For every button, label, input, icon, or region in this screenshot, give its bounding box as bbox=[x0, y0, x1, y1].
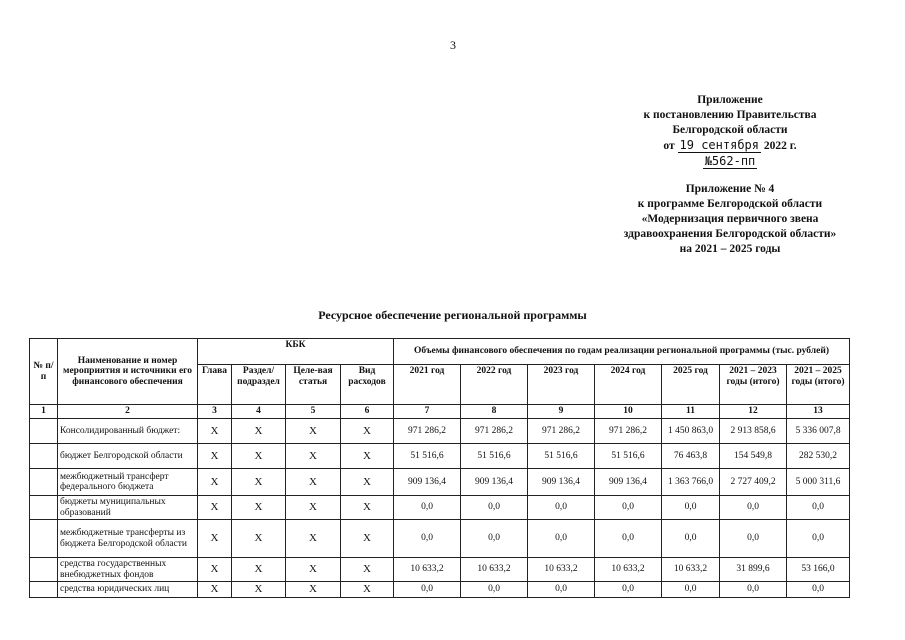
cell-y2025: 0,0 bbox=[662, 496, 720, 520]
appendix-line: Белгородской области bbox=[672, 124, 788, 136]
cell-t2125: 0,0 bbox=[787, 496, 850, 520]
cell-t2123: 0,0 bbox=[720, 582, 787, 598]
cell-vid: Х bbox=[341, 558, 394, 582]
cell-y2024: 909 136,4 bbox=[595, 469, 662, 496]
appendix-line: на 2021 – 2025 годы bbox=[679, 243, 781, 255]
cell-y2021: 0,0 bbox=[394, 496, 461, 520]
column-number: 12 bbox=[720, 405, 787, 419]
cell-y2023: 10 633,2 bbox=[528, 558, 595, 582]
cell-y2022: 0,0 bbox=[461, 582, 528, 598]
cell-razdel: Х bbox=[232, 469, 286, 496]
cell-y2023: 0,0 bbox=[528, 496, 595, 520]
cell-y2025: 1 363 766,0 bbox=[662, 469, 720, 496]
cell-vid: Х bbox=[341, 419, 394, 444]
cell-y2025: 1 450 863,0 bbox=[662, 419, 720, 444]
column-number: 6 bbox=[341, 405, 394, 419]
cell-t2125: 0,0 bbox=[787, 582, 850, 598]
cell-y2021: 0,0 bbox=[394, 582, 461, 598]
resource-table bbox=[29, 338, 850, 598]
appendix-line: к постановлению Правительства bbox=[643, 109, 817, 121]
cell-cel: Х bbox=[286, 444, 341, 469]
cell-razdel: Х bbox=[232, 520, 286, 558]
cell-num bbox=[30, 444, 58, 469]
cell-cel: Х bbox=[286, 469, 341, 496]
cell-y2024: 10 633,2 bbox=[595, 558, 662, 582]
cell-t2123: 2 913 858,6 bbox=[720, 419, 787, 444]
cell-y2022: 51 516,6 bbox=[461, 444, 528, 469]
header-kbk: КБК bbox=[198, 339, 394, 365]
table-row bbox=[30, 496, 850, 520]
cell-razdel: Х bbox=[232, 419, 286, 444]
cell-name: бюджет Белгородской области bbox=[58, 444, 198, 469]
cell-vid: Х bbox=[341, 520, 394, 558]
cell-y2021: 10 633,2 bbox=[394, 558, 461, 582]
cell-t2123: 31 899,6 bbox=[720, 558, 787, 582]
table-title: Ресурсное обеспечение региональной программы bbox=[318, 308, 587, 322]
appendix-government-decree bbox=[600, 93, 860, 170]
cell-y2021: 971 286,2 bbox=[394, 419, 461, 444]
cell-y2025: 0,0 bbox=[662, 520, 720, 558]
appendix-line: здравоохранения Белгородской области» bbox=[623, 228, 837, 240]
cell-cel: Х bbox=[286, 582, 341, 598]
header-2023: 2023 год bbox=[528, 365, 595, 405]
cell-t2123: 0,0 bbox=[720, 496, 787, 520]
column-number: 5 bbox=[286, 405, 341, 419]
cell-t2123: 2 727 409,2 bbox=[720, 469, 787, 496]
cell-glava: Х bbox=[198, 419, 232, 444]
cell-y2024: 0,0 bbox=[595, 582, 662, 598]
cell-t2125: 282 530,2 bbox=[787, 444, 850, 469]
cell-razdel: Х bbox=[232, 496, 286, 520]
column-number: 1 bbox=[30, 405, 58, 419]
cell-y2022: 0,0 bbox=[461, 520, 528, 558]
cell-num bbox=[30, 419, 58, 444]
cell-glava: Х bbox=[198, 469, 232, 496]
table-body bbox=[30, 419, 850, 598]
column-number: 3 bbox=[198, 405, 232, 419]
cell-name: бюджеты муниципальных образований bbox=[58, 496, 198, 520]
cell-num bbox=[30, 496, 58, 520]
cell-vid: Х bbox=[341, 582, 394, 598]
table-row bbox=[30, 558, 850, 582]
cell-y2023: 0,0 bbox=[528, 582, 595, 598]
cell-t2123: 0,0 bbox=[720, 520, 787, 558]
appendix-program bbox=[600, 182, 860, 257]
header-2025: 2025 год bbox=[662, 365, 720, 405]
cell-y2021: 909 136,4 bbox=[394, 469, 461, 496]
column-number: 9 bbox=[528, 405, 595, 419]
header-glava: Глава bbox=[198, 365, 232, 405]
cell-y2022: 0,0 bbox=[461, 496, 528, 520]
table-row bbox=[30, 419, 850, 444]
cell-glava: Х bbox=[198, 520, 232, 558]
header-vid: Вид расходов bbox=[341, 365, 394, 405]
cell-t2125: 5 336 007,8 bbox=[787, 419, 850, 444]
cell-num bbox=[30, 558, 58, 582]
cell-y2024: 51 516,6 bbox=[595, 444, 662, 469]
header-2022: 2022 год bbox=[461, 365, 528, 405]
column-number: 2 bbox=[58, 405, 198, 419]
cell-t2125: 53 166,0 bbox=[787, 558, 850, 582]
appendix-line: к программе Белгородской области bbox=[637, 198, 823, 210]
cell-glava: Х bbox=[198, 496, 232, 520]
cell-glava: Х bbox=[198, 444, 232, 469]
cell-y2025: 10 633,2 bbox=[662, 558, 720, 582]
header-num: № п/п bbox=[30, 339, 58, 405]
table-row bbox=[30, 469, 850, 496]
appendix-line: «Модернизация первичного звена bbox=[641, 213, 819, 225]
appendix-title: Приложение bbox=[697, 94, 763, 106]
column-number: 4 bbox=[232, 405, 286, 419]
cell-name: межбюджетные трансферты из бюджета Белгородской области bbox=[58, 520, 198, 558]
cell-num bbox=[30, 469, 58, 496]
cell-glava: Х bbox=[198, 582, 232, 598]
cell-y2023: 971 286,2 bbox=[528, 419, 595, 444]
cell-vid: Х bbox=[341, 444, 394, 469]
table-row bbox=[30, 520, 850, 558]
cell-razdel: Х bbox=[232, 582, 286, 598]
cell-razdel: Х bbox=[232, 558, 286, 582]
cell-razdel: Х bbox=[232, 444, 286, 469]
cell-y2025: 0,0 bbox=[662, 582, 720, 598]
cell-name: средства юридических лиц bbox=[58, 582, 198, 598]
cell-y2023: 51 516,6 bbox=[528, 444, 595, 469]
cell-y2023: 0,0 bbox=[528, 520, 595, 558]
table-row bbox=[30, 582, 850, 598]
cell-y2022: 10 633,2 bbox=[461, 558, 528, 582]
cell-y2022: 971 286,2 bbox=[461, 419, 528, 444]
cell-y2023: 909 136,4 bbox=[528, 469, 595, 496]
column-number: 7 bbox=[394, 405, 461, 419]
handwritten-number: №562-пп bbox=[704, 154, 756, 168]
cell-y2021: 51 516,6 bbox=[394, 444, 461, 469]
cell-t2125: 0,0 bbox=[787, 520, 850, 558]
cell-cel: Х bbox=[286, 496, 341, 520]
header-2021-2023: 2021 – 2023 годы (итого) bbox=[720, 365, 787, 405]
cell-vid: Х bbox=[341, 496, 394, 520]
header-volumes: Объемы финансового обеспечения по годам реализации региональной программы (тыс. рублей) bbox=[394, 339, 850, 365]
cell-num bbox=[30, 582, 58, 598]
cell-y2024: 971 286,2 bbox=[595, 419, 662, 444]
decree-number bbox=[600, 154, 860, 170]
table-row bbox=[30, 444, 850, 469]
cell-name: средства государственных внебюджетных фондов bbox=[58, 558, 198, 582]
handwritten-date: 19 сентября bbox=[679, 138, 760, 152]
header-cel: Целе-вая статья bbox=[286, 365, 341, 405]
cell-y2022: 909 136,4 bbox=[461, 469, 528, 496]
appendix-title: Приложение № 4 bbox=[685, 183, 775, 195]
cell-num bbox=[30, 520, 58, 558]
cell-y2024: 0,0 bbox=[595, 520, 662, 558]
cell-glava: Х bbox=[198, 558, 232, 582]
header-2021: 2021 год bbox=[394, 365, 461, 405]
cell-vid: Х bbox=[341, 469, 394, 496]
header-name: Наименование и номер мероприятия и источники его финансового обеспечения bbox=[58, 339, 198, 405]
header-2021-2025: 2021 – 2025 годы (итого) bbox=[787, 365, 850, 405]
cell-y2025: 76 463,8 bbox=[662, 444, 720, 469]
cell-y2024: 0,0 bbox=[595, 496, 662, 520]
cell-cel: Х bbox=[286, 419, 341, 444]
cell-cel: Х bbox=[286, 520, 341, 558]
header-2024: 2024 год bbox=[595, 365, 662, 405]
header-razdel: Раздел/ подраздел bbox=[232, 365, 286, 405]
cell-t2123: 154 549,8 bbox=[720, 444, 787, 469]
column-number: 11 bbox=[662, 405, 720, 419]
cell-name: межбюджетный трансферт федерального бюджета bbox=[58, 469, 198, 496]
decree-date: от 19 сентября 2022 г. bbox=[663, 138, 797, 152]
cell-t2125: 5 000 311,6 bbox=[787, 469, 850, 496]
page-number: 3 bbox=[450, 38, 456, 52]
column-number: 8 bbox=[461, 405, 528, 419]
column-number: 13 bbox=[787, 405, 850, 419]
cell-name: Консолидированный бюджет: bbox=[58, 419, 198, 444]
column-numbers-row bbox=[30, 405, 850, 419]
column-number: 10 bbox=[595, 405, 662, 419]
cell-y2021: 0,0 bbox=[394, 520, 461, 558]
cell-cel: Х bbox=[286, 558, 341, 582]
